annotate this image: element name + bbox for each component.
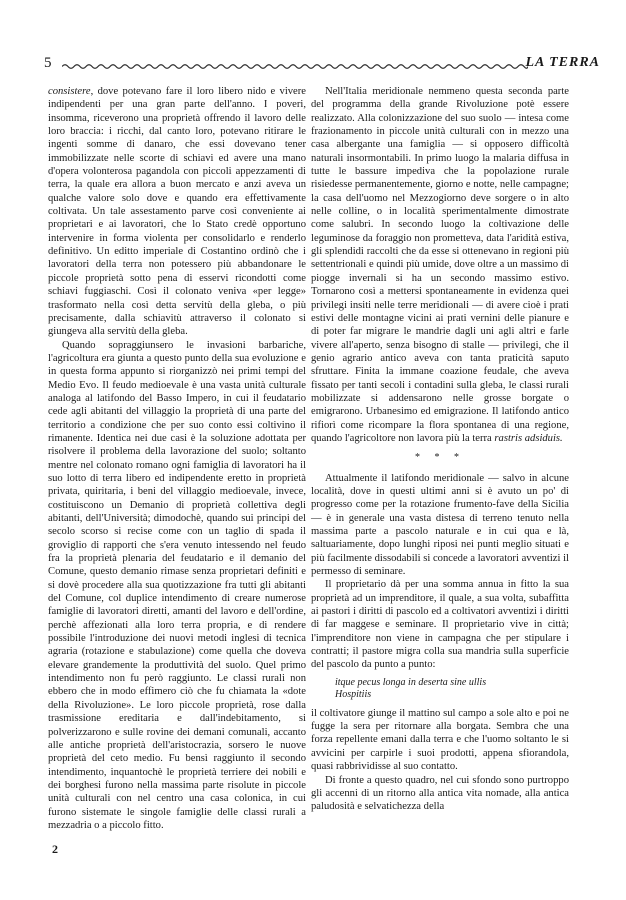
paragraph: Di fronte a questo quadro, nel cui sfondo sono purtroppo gli accenni di un ritorno alla antica vita nomade, alla antica paludosità e selvatichezza della (311, 774, 569, 813)
signature-mark: 2 (52, 842, 58, 856)
italic-phrase: rastris adsiduis. (494, 432, 563, 444)
paragraph: Attualmente il latifondo meridionale — salvo in alcune località, dove in questi ultimi anni si è avuto un po' di progresso come per la rotazione frumento-fave della Sicilia — è in generale una vasta distesa di terreno tenuto nella massima parte a pascolo naturale e in cui qua e là, saltuariamente, dopo lunghi riposi nei punti meglio situati e più facilmente dissodabili si concede a lavoratori avventizi il permesso di seminare. (311, 472, 569, 578)
paragraph (311, 85, 569, 445)
quote-line: Hospitiis (335, 688, 372, 700)
right-column (311, 85, 569, 814)
italic-word: consistere (48, 86, 91, 97)
page-number: 5 (44, 55, 52, 71)
decorative-wavy-rule (62, 63, 528, 70)
quote-line: itque pecus longa in deserta sine ullis (335, 676, 487, 688)
paragraph: Quando sopraggiunsero le invasioni barbariche, l'agricoltura era giunta a questo punto della sua evoluzione e in questa forma appunto si riorganizzò nei primi tempi del Medio Evo. Il feudo medioevale è una vasta unità culturale analoga al latifondo del Basso Impero, in cui il feudatario cede agli abitanti del villaggio la proprietà di una parte del territorio a condizione che per suo conto essi coltivino il rimanente. Identica nei due casi è la soluzione adottata per risolvere il problema della lavorazione del suolo; soltanto mentre nel colonato romano ogni famiglia di lavoratori ha il suo lotto di terra libero ed indipendente eretto in proprietà privata, quiritaria, i beni del villaggio medioevale, invece, costituiscono un Demanio di proprietà collettiva degli abitanti, dell'Università; dimodochè, quando sui principi del secolo scorso si recise come con un taglio di spada il groviglio di rapporti che s'era venuto intessendo nel feudo fra la proprietà plenaria del feudatario e il demanio del Comune, questo demanio rimase senza proprietari definiti e si dovè procedere alla sua quotizzazione fra tutti gli abitanti del Comune, col duplice intendimento di creare numerose famiglie di lavoratori diretti, amanti del lavoro e dell'ordine, perchè affezionati alla loro terra propria, e di rendere possibile l'introduzione dei nuovi metodi inglesi di tecnica agraria (rotazione e stabulazione) come quella che doveva elevare grandemente la produttività del suolo. Quel primo intendimento non fu però raggiunto. Le classi rurali non ebbero che in modo effimero ciò che fu chiamata la «dote della Rivoluzione». Le loro piccole proprietà, rose dalla trasmissione ereditaria e dall'indebitamento, si polverizzarono e sulle rovine dei demani comunali, accanto alle antiche proprietà dell'aristocrazia, sorsero le nuove proprietà del ceto medio. Fu bensì raggiunto il secondo intendimento, inquantochè le proprietà terriere dei nobili e dei borghesi furono nella massima parte risolute in piccole unità culturali con nel centro una casa colonica, in cui furono sistemate le singole famiglie delle classi rurali a mezzadria o a piccolo fitto. (48, 339, 306, 831)
paragraph-text: Nell'Italia meridionale nemmeno questa seconda parte del programma della grande Rivoluzione potè essere realizzato. Alla colonizzazione del suo suolo — intesa come frazionamento in piccole unità culturali con in mezzo una casa albergante una famiglia — si opposero difficoltà naturali insormontabili. In primo luogo la malaria diffusa in tutte le bassure impediva che la popolazione rurale risiedesse permanentemente, giorno e notte, nelle campagne; la casa dell'uomo nel Mezzogiorno deve sorgere o in alto nelle colline, o in località sperimentalmente dimostrate come salubri. In secondo luogo la coltivazione delle leguminose da foraggio non prometteva, data l'aridità estiva, gli splendidi raccolti che da esse si ottenevano in regioni più settentrionali e quindi più umide, dove oltre a un massimo di piogge invernali si ha un secondo massimo estivo. Tornarono così a mettersi spontaneamente in evidenza quei privilegi insiti nelle terre meridionali — di avere cioè i prati estivi delle montagne vicini ai prati vernini delle pianure e di poter far migrare le mandrie dagli uni agli altri e farle vivere all'aperto, senza bisogno di stalle — privilegi, che il genio agrario antico aveva con tanta praticità saputo sfruttare. Finita la immane coazione feudale, che aveva fissato per tanti secoli i contadini sulla gleba, le classi rurali mobilizzate si addensarono nelle grosse borgate o emigrarono. Urbanesimo ed emigrazione. Il latifondo antico rifiorì come ricompare la flora spontanea di una regione, quando l'agricoltore non lavora più la terra (311, 86, 569, 444)
paragraph: il coltivatore giunge il mattino sul campo a sole alto e poi ne fugge la sera per ritornare alla borgata. Sembra che una forza repellente emani dalla terra e che l'uomo soltanto le si avvicini per carpirle i suoi prodotti, appena sfiorandola, quasi rabbrividisse al suo contatto. (311, 707, 569, 773)
latin-quote (335, 677, 569, 701)
journal-title: LA TERRA (525, 55, 600, 70)
paragraph-text: , dove potevano fare il loro libero nido e vivere indipendenti per una gran parte dell'anno. I poveri, insomma, riceverono una proprietà offrendo il lavoro delle loro braccia: i ricchi, dal canto loro, potevano ritirare le ingenti somme di danaro, che essi dovevano tener immobilizzate nelle scorte di schiavi ed avere una mano d'opera volonterosa pagandola con piccoli appezzamenti di terra, la quale era allora a buon mercato e anzi aveva un qualche valore solo dove e quando era effettivamente coltivata. Un tale assestamento parve così conveniente ai proprietari e ai lavoratori, che lo Stato credè opportuno intervenire in forma violenta per consolidarlo e renderlo definitivo. Un editto imperiale di Costantino ordinò che i lavoratori della terra non potessero più abbandonare le piccole proprietà sotto pena di esservi ricondotti come schiavi fuggiaschi. Così il colonato veniva «per legge» trasformato nella così detta servitù della gleba, o più precisamente, dalla schiavitù attraverso il colonato si giungeva alla servitù della gleba. (48, 86, 306, 338)
paragraph (48, 85, 306, 339)
left-column (48, 85, 306, 832)
section-separator: * * * (415, 452, 465, 464)
paragraph: Il proprietario dà per una somma annua in fitto la sua proprietà ad un imprenditore, il quale, a sua volta, subaffitta ai pastori i diritti di pascolo ed a coltivatori avventizi i diritti di far maggese e seminare. Il proprietario vive in città; l'imprenditore non viene in campagna che per stipulare i contratti; il pastore migra colla sua mandria sulla superficie del pascolo da punto a punto: (311, 579, 569, 671)
page-header (44, 55, 600, 77)
